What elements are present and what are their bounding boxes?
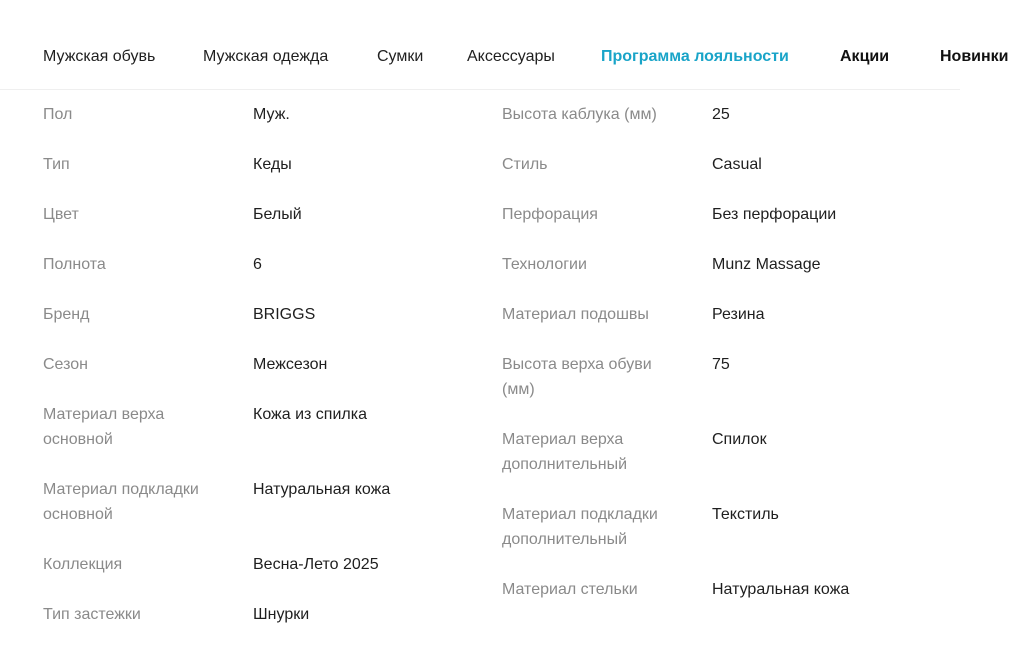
nav-item-loyalty-program[interactable]: Программа лояльности <box>601 48 789 65</box>
spec-value: 25 <box>712 106 730 123</box>
spec-row <box>43 590 463 640</box>
nav-item-accessories[interactable]: Аксессуары <box>467 48 555 65</box>
spec-label: Материал подошвы <box>502 306 649 323</box>
spec-row <box>502 340 922 415</box>
spec-label: Сезон <box>43 356 88 373</box>
spec-row <box>502 190 922 240</box>
spec-row <box>43 465 463 540</box>
specs-column-right <box>502 90 922 615</box>
spec-row <box>502 90 922 140</box>
spec-label: Материал верха дополнительный <box>502 431 628 473</box>
spec-value: Спилок <box>712 431 767 448</box>
spec-value: Натуральная кожа <box>253 481 391 498</box>
spec-label: Технологии <box>502 256 587 273</box>
spec-row <box>43 240 463 290</box>
spec-row <box>43 90 463 140</box>
spec-value: Весна-Лето 2025 <box>253 556 379 573</box>
spec-row <box>43 190 463 240</box>
spec-label: Коллекция <box>43 556 123 573</box>
spec-value: 6 <box>253 256 262 273</box>
spec-label: Материал стельки <box>502 581 638 598</box>
spec-label: Стиль <box>502 156 548 173</box>
spec-label: Полнота <box>43 256 106 273</box>
spec-label: Материал подкладки дополнительный <box>502 506 658 548</box>
spec-row <box>502 290 922 340</box>
spec-row <box>502 490 922 565</box>
spec-row <box>502 240 922 290</box>
spec-value: Натуральная кожа <box>712 581 850 598</box>
spec-value: Шнурки <box>253 606 310 623</box>
spec-label: Бренд <box>43 306 90 323</box>
spec-value: BRIGGS <box>253 306 316 323</box>
specs-column-left <box>43 90 463 640</box>
spec-value: Резина <box>712 306 765 323</box>
spec-row <box>43 140 463 190</box>
spec-value: Без перфорации <box>712 206 837 223</box>
spec-label: Высота верха обуви (мм) <box>502 356 652 398</box>
spec-row <box>43 290 463 340</box>
spec-label: Материал верха основной <box>43 406 165 448</box>
nav-item-mens-clothing[interactable]: Мужская одежда <box>203 48 329 65</box>
spec-row <box>43 340 463 390</box>
nav-item-new-arrivals[interactable]: Новинки <box>940 48 1009 65</box>
product-specifications <box>0 90 960 653</box>
spec-row <box>502 415 922 490</box>
spec-value: Текстиль <box>712 506 779 523</box>
spec-label: Материал подкладки основной <box>43 481 199 523</box>
spec-row <box>502 140 922 190</box>
spec-value: Межсезон <box>253 356 328 373</box>
spec-value: 75 <box>712 356 730 373</box>
spec-value: Casual <box>712 156 762 173</box>
spec-label: Цвет <box>43 206 79 223</box>
spec-label: Тип <box>43 156 70 173</box>
spec-label: Тип застежки <box>43 606 141 623</box>
spec-label: Перфорация <box>502 206 598 223</box>
nav-item-mens-shoes[interactable]: Мужская обувь <box>43 48 156 65</box>
spec-row <box>43 390 463 465</box>
spec-label: Пол <box>43 106 73 123</box>
nav-item-promotions[interactable]: Акции <box>840 48 890 65</box>
spec-value: Кеды <box>253 156 292 173</box>
spec-row <box>43 540 463 590</box>
spec-value: Муж. <box>253 106 290 123</box>
spec-value: Munz Massage <box>712 256 821 273</box>
spec-value: Кожа из спилка <box>253 406 367 423</box>
nav-item-bags[interactable]: Сумки <box>377 48 424 65</box>
top-navigation <box>0 0 1009 90</box>
spec-label: Высота каблука (мм) <box>502 106 657 123</box>
spec-row <box>502 565 922 615</box>
spec-value: Белый <box>253 206 302 223</box>
